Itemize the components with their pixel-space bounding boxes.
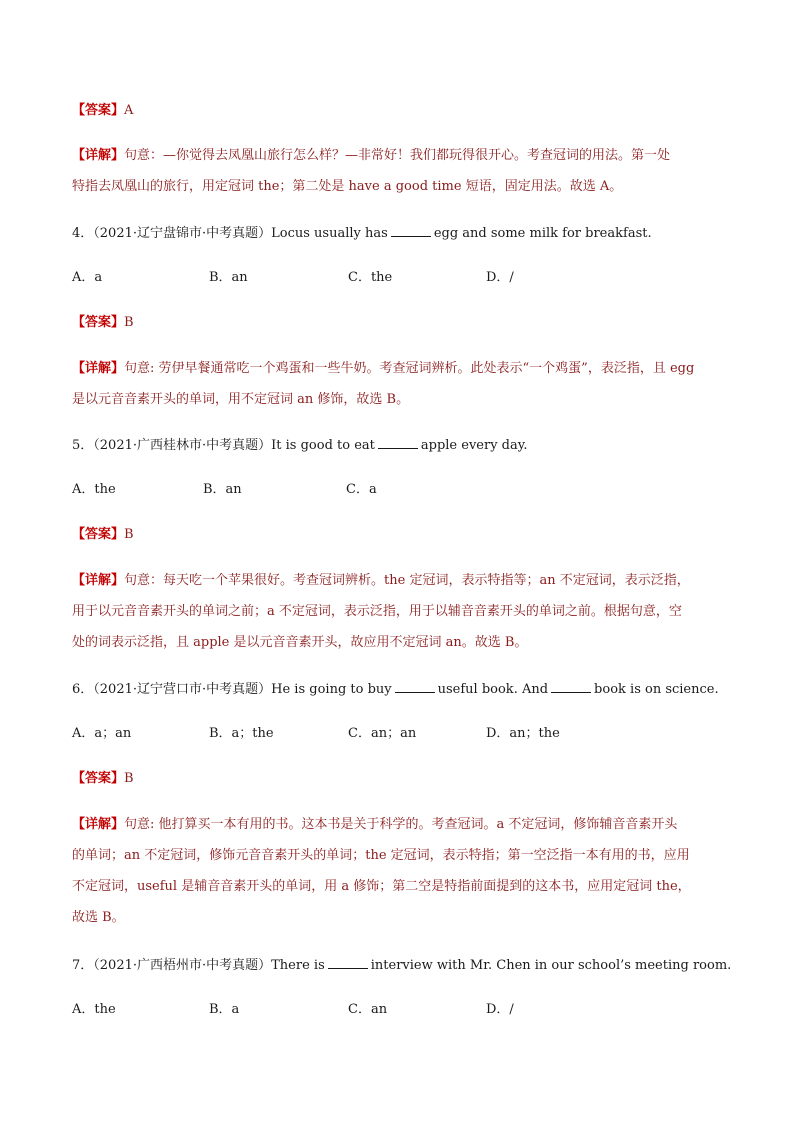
option-b: B．a；the [209,726,274,741]
detail-text: 特指去凤凰山的旅行，用定冠词 the；第二处是 have a good time 短语，固定用法。故选 A。 [72,179,623,194]
question-source: （2021·广西桂林市·中考真题） [93,438,272,453]
option-d: D．/ [486,270,514,285]
detail-line-q5-2 [72,604,732,620]
detail-text: 句意：—你觉得去凤凰山旅行怎么样？—非常好！我们都玩得很开心。考查冠词的用法。第一处 [124,148,671,163]
option-b: B．a [209,1002,240,1017]
answer-blank [328,957,368,969]
answer-label: 【答案】 [72,771,125,786]
question-number: 4． [72,226,94,241]
question-source: （2021·辽宁营口市·中考真题） [93,682,272,697]
question-6 [72,681,732,698]
answer-line-q5 [72,527,732,543]
answer-line-q4 [72,315,732,331]
option-d: D．/ [486,1002,514,1017]
detail-label: 【详解】 [72,573,125,588]
option-c: C．an；an [348,726,417,741]
answer-blank [395,681,435,693]
detail-line-q5-3 [72,635,732,651]
detail-text: 句意: 他打算买一本有用的书。这本书是关于科学的。考查冠词。a 不定冠词，修饰辅音音素开头 [124,817,678,832]
question-number: 6． [72,682,94,697]
detail-line-q4-1 [72,361,732,377]
option-b: B．an [203,482,242,497]
detail-text: 处的词表示泛指，且 apple 是以元音音素开头，故应用不定冠词 an。故选 B。 [72,635,528,650]
answer-label: 【答案】 [72,315,125,330]
question-5 [72,437,732,454]
answer-value: B [124,527,134,542]
detail-line-q6-2 [72,848,732,864]
detail-label: 【详解】 [72,817,125,832]
detail-line-prev-1 [72,148,732,164]
question-number: 7． [72,958,94,973]
detail-line-q5-1 [72,573,732,589]
detail-label: 【详解】 [72,361,125,376]
question-stem: It is good to eat [271,438,375,453]
detail-line-prev-2 [72,179,732,195]
question-4 [72,225,732,242]
answer-label: 【答案】 [72,103,125,118]
question-stem: apple every day. [420,438,528,453]
question-stem: There is [271,958,325,973]
detail-text: 是以元音音素开头的单词，用不定冠词 an 修饰，故选 B。 [72,392,410,407]
option-d: D．an；the [486,726,560,741]
detail-text: 句意：每天吃一个苹果很好。考查冠词辨析。the 定冠词，表示特指等；an 不定冠词，表示泛指， [124,573,690,588]
detail-text: 不定冠词，useful 是辅音音素开头的单词，用 a 修饰；第二空是特指前面提到的这本书，应用定冠词 the， [72,879,691,894]
answer-label: 【答案】 [72,527,125,542]
question-stem: book is on science. [594,682,719,697]
option-b: B．an [209,270,248,285]
question-source: （2021·广西梧州市·中考真题） [93,958,272,973]
answer-blank [551,681,591,693]
option-c: C．an [348,1002,388,1017]
detail-line-q4-2 [72,392,732,408]
option-a: A．a [72,270,103,285]
detail-text: 故选 B。 [72,910,125,925]
answer-line-prev [72,103,732,119]
detail-line-q6-1 [72,817,732,833]
detail-text: 句意: 劳伊早餐通常吃一个鸡蛋和一些牛奶。考查冠词辨析。此处表示“一个鸡蛋”，表泛指，且 egg [124,361,695,376]
question-7 [72,957,732,974]
question-number: 5． [72,438,94,453]
option-a: A．a；an [72,726,132,741]
option-a: A．the [72,482,116,497]
question-stem: He is going to buy [271,682,392,697]
question-stem: useful book. And [437,682,549,697]
answer-value: B [124,315,134,330]
answer-blank [378,437,418,449]
option-c: C．a [346,482,377,497]
question-stem: Locus usually has [271,226,388,241]
question-source: （2021·辽宁盘锦市·中考真题） [93,226,272,241]
option-c: C．the [348,270,393,285]
question-stem: interview with Mr. Chen in our school’s meeting room. [370,958,732,973]
answer-blank [391,225,431,237]
detail-line-q6-4 [72,910,732,926]
answer-line-q6 [72,771,732,787]
detail-text: 用于以元音音素开头的单词之前；a 不定冠词，表示泛指，用于以辅音音素开头的单词之前。根据句意，空 [72,604,682,619]
answer-value: A [124,103,134,118]
option-a: A．the [72,1002,116,1017]
detail-label: 【详解】 [72,148,125,163]
question-stem: egg and some milk for breakfast. [433,226,652,241]
detail-text: 的单词；an 不定冠词，修饰元音音素开头的单词；the 定冠词，表示特指；第一空泛指一本有用的书，应用 [72,848,690,863]
detail-line-q6-3 [72,879,732,895]
answer-value: B [124,771,134,786]
